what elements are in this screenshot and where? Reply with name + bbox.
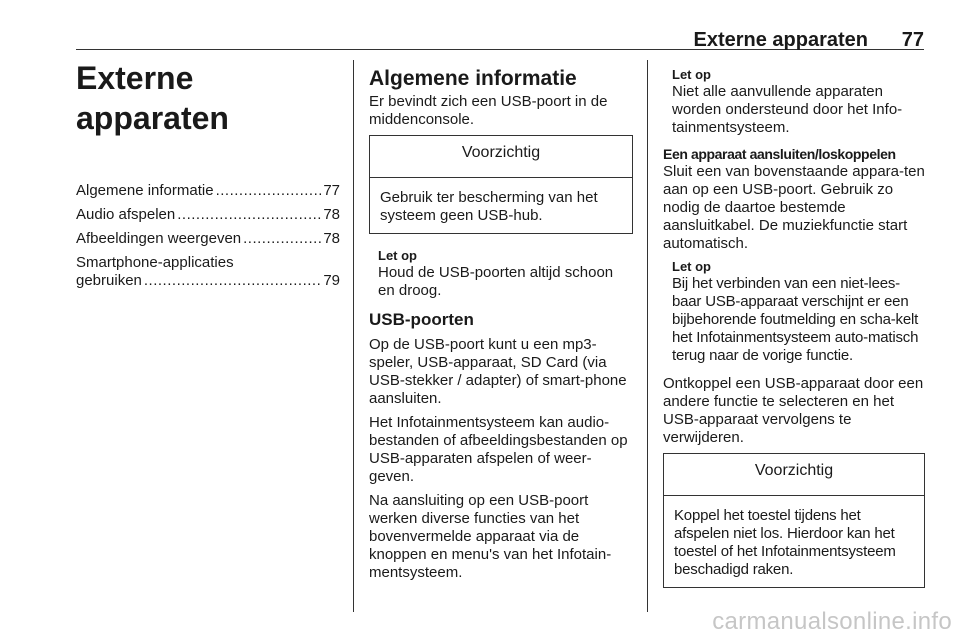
body-paragraph: Ontkoppel een USB-apparaat door een andere functie te selecteren en het USB-apparaat vervolgens te verwijderen. <box>663 375 924 446</box>
watermark: carmanualsonline.info <box>712 608 952 635</box>
note-label: Let op <box>672 259 711 274</box>
page-number: 77 <box>901 29 924 51</box>
column-divider <box>353 60 354 612</box>
toc-entry[interactable] <box>76 254 340 290</box>
body-paragraph: Na aansluiting op een USB-poort werken diverse functies van het bovenvermelde apparaat via de knoppen en menu's van het Infotain-mentsysteem. <box>369 492 612 581</box>
subsection-heading: Een apparaat aansluiten/loskoppelen <box>663 146 896 162</box>
content-column-2 <box>369 67 633 588</box>
toc-entry-label: Audio afspelen <box>76 206 176 223</box>
toc-entry-label: Smartphone-applicaties <box>76 254 234 271</box>
caution-box <box>369 135 633 234</box>
body-paragraph: Het Infotainmentsysteem kan audio-bestanden of afbeeldingsbestanden op USB-apparaten afspelen of weer-geven. <box>369 414 628 485</box>
toc-leader-dots <box>216 182 322 200</box>
toc-entry-page: 78 <box>323 230 340 247</box>
subsection-heading: USB-poorten <box>369 310 474 329</box>
toc-entry[interactable] <box>76 230 340 248</box>
caution-title: Voorzichtig <box>664 454 924 496</box>
note-text: Bij het verbinden van een niet-lees-baar USB-apparaat verschijnt er een bijbehorende foutmelding en scha-kelt het Infotainmentsysteem auto-matisch terug naar de vorige functie. <box>672 275 919 364</box>
note-text: Niet alle aanvullende apparaten worden ondersteund door het Info-tainmentsysteem. <box>672 83 903 136</box>
toc-entry-label: Algemene informatie <box>76 182 214 199</box>
running-header <box>76 25 924 50</box>
toc-entry[interactable] <box>76 182 340 200</box>
toc-leader-dots <box>243 230 321 248</box>
column-divider <box>647 60 648 612</box>
note-block <box>378 248 633 300</box>
caution-title: Voorzichtig <box>370 136 632 178</box>
note-block <box>672 259 925 365</box>
note-label: Let op <box>378 248 417 263</box>
toc-column <box>76 58 340 296</box>
toc-leader-dots <box>144 272 321 290</box>
note-label: Let op <box>672 67 711 82</box>
caution-box <box>663 453 925 588</box>
toc-entry-label: gebruiken <box>76 272 142 289</box>
toc-entry[interactable] <box>76 206 340 224</box>
toc-leader-dots <box>177 206 321 224</box>
section-heading: Algemene informatie <box>369 67 577 90</box>
caution-text: Koppel het toestel tijdens het afspelen niet los. Hierdoor kan het toestel of het Infotainmentsysteem beschadigd raken. <box>674 507 896 578</box>
intro-paragraph: Er bevindt zich een USB-poort in de middenconsole. <box>369 93 608 128</box>
toc-entry-page: 77 <box>323 182 340 199</box>
toc-entry-label: Afbeeldingen weergeven <box>76 230 242 247</box>
toc-entry-page: 79 <box>323 272 340 289</box>
chapter-title: Externe apparaten <box>76 60 229 136</box>
caution-text: Gebruik ter bescherming van het systeem geen USB-hub. <box>380 189 598 224</box>
content-column-3 <box>663 67 925 602</box>
running-title: Externe apparaten <box>693 29 868 51</box>
body-paragraph: Sluit een van bovenstaande appara-ten aan op een USB-poort. Gebruik zo nodig de daartoe bestemde aansluitkabel. De muziekfunctie start automatisch. <box>663 163 925 252</box>
toc-entry-page: 78 <box>323 206 340 223</box>
note-block <box>672 67 925 137</box>
note-text: Houd de USB-poorten altijd schoon en droog. <box>378 264 614 299</box>
body-paragraph: Op de USB-poort kunt u een mp3-speler, USB-apparaat, SD Card (via USB-stekker / adapter) of smart-phone aansluiten. <box>369 336 627 407</box>
